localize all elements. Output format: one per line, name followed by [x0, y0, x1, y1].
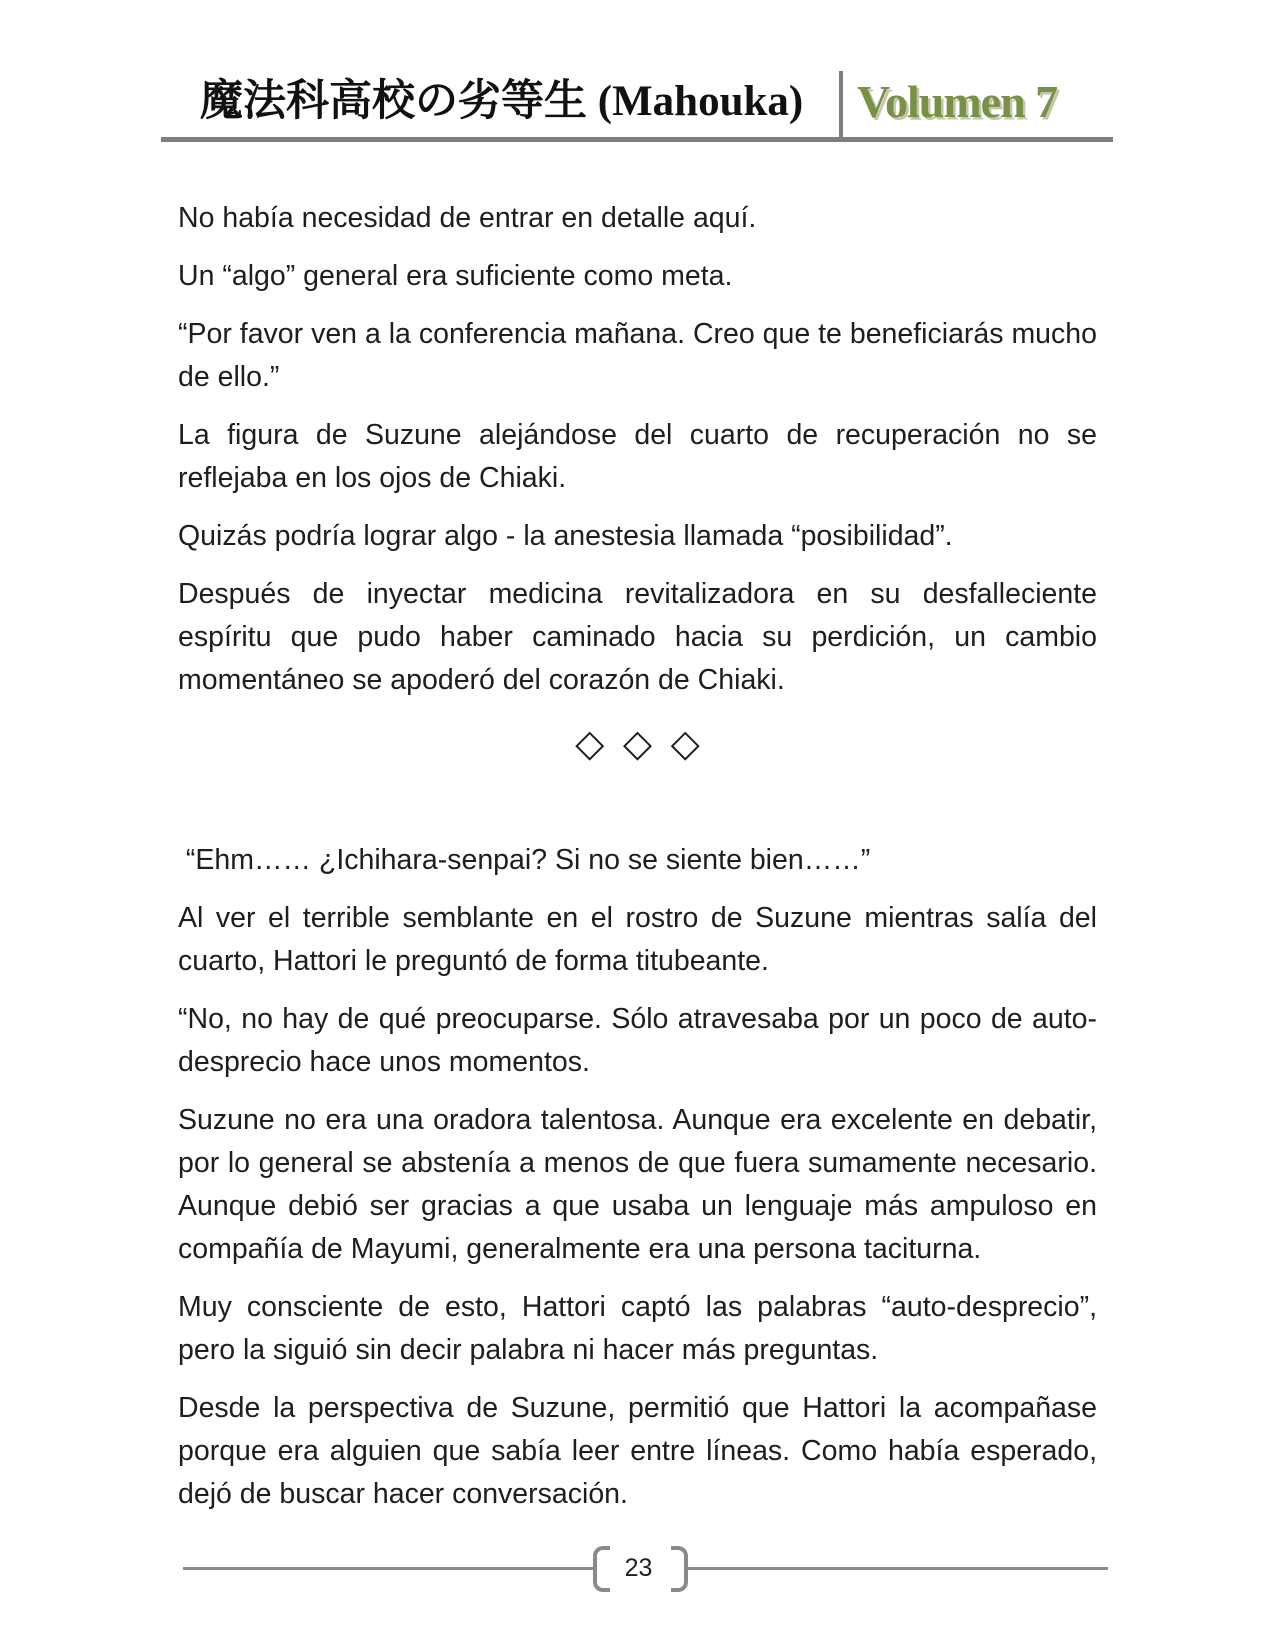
body-paragraph: La figura de Suzune alejándose del cuarto de recuperación no se reflejaba en los ojos de Chiaki.	[178, 419, 1097, 494]
body-paragraph: Muy consciente de esto, Hattori captó las palabras “auto-desprecio”, pero la siguió sin decir palabra ni hacer más preguntas.	[178, 1291, 1097, 1366]
section-separator-diamonds: ◇ ◇ ◇	[575, 723, 700, 765]
footer-rule-left	[183, 1567, 593, 1570]
body-paragraph: Quizás podría lograr algo - la anestesia llamada “posibilidad”.	[178, 520, 953, 552]
series-title: 魔法科高校の劣等生 (Mahouka)	[200, 78, 804, 125]
body-paragraph: “Por favor ven a la conferencia mañana. Creo que te beneficiarás mucho de ello.”	[178, 318, 1097, 393]
header-divider	[839, 71, 843, 137]
body-paragraph: Suzune no era una oradora talentosa. Aunque era excelente en debatir, por lo general se abstenía a menos de que fuera sumamente necesario. Aunque debió ser gracias a que usaba un lenguaje más ampuloso en compañía de Mayumi, generalmente era una persona taciturna.	[178, 1104, 1097, 1265]
body-paragraph: Después de inyectar medicina revitalizadora en su desfalleciente espíritu que pudo haber caminado hacia su perdición, un cambio momentáneo se apoderó del corazón de Chiaki.	[178, 578, 1097, 696]
body-paragraph: Desde la perspectiva de Suzune, permitió que Hattori la acompañase porque era alguien que sabía leer entre líneas. Como había esperado, dejó de buscar hacer conversación.	[178, 1392, 1097, 1510]
header-rule	[161, 137, 1113, 142]
page-number: 23	[624, 1554, 653, 1582]
body-paragraph: Al ver el terrible semblante en el rostro de Suzune mientras salía del cuarto, Hattori le preguntó de forma titubeante.	[178, 902, 1097, 977]
body-paragraph: Un “algo” general era suficiente como meta.	[178, 260, 733, 292]
footer-rule-right	[684, 1567, 1108, 1570]
body-paragraph: “No, no hay de qué preocuparse. Sólo atravesaba por un poco de auto-desprecio hace unos momentos.	[178, 1003, 1097, 1078]
body-paragraph: No había necesidad de entrar en detalle aquí.	[178, 202, 757, 234]
body-paragraph: “Ehm…… ¿Ichihara-senpai? Si no se siente bien……”	[178, 844, 871, 876]
page-body	[178, 197, 1097, 1516]
volume-label: Volumen 7	[857, 76, 1058, 127]
